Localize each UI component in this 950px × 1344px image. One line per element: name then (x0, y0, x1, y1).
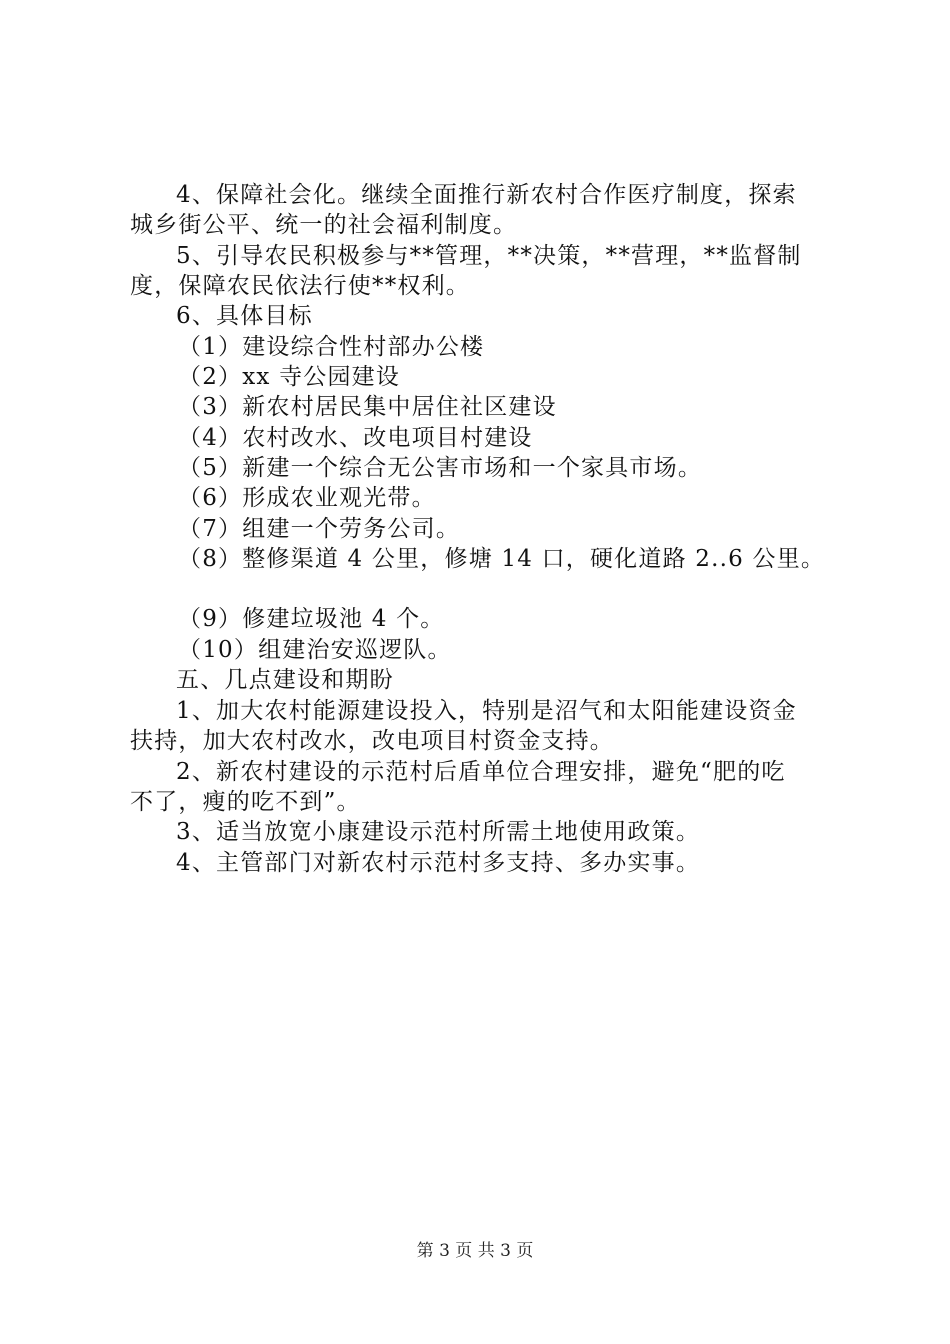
paragraph-line: 度，保障农民依法行使**权利。 (130, 273, 470, 299)
list-item: （1）建设综合性村部办公楼 (178, 334, 485, 360)
paragraph-line: 3、适当放宽小康建设示范村所需土地使用政策。 (176, 819, 701, 845)
paragraph-line: 扶持，加大农村改水，改电项目村资金支持。 (130, 728, 614, 754)
list-item: （6）形成农业观光带。 (178, 485, 436, 511)
list-item: （3）新农村居民集中居住社区建设 (178, 394, 557, 420)
section-heading: 6、具体目标 (176, 303, 313, 329)
list-item: （7）组建一个劳务公司。 (178, 516, 461, 542)
paragraph-line: 5、引导农民积极参与**管理，**决策，**营理，**监督制 (176, 243, 802, 269)
section-heading: 五、几点建设和期盼 (176, 667, 394, 693)
paragraph-line: 城乡街公平、统一的社会福利制度。 (130, 212, 518, 238)
list-item: （10）组建治安巡逻队。 (178, 637, 452, 663)
list-item: （9）修建垃圾池 4 个。 (178, 606, 445, 632)
list-item: （5）新建一个综合无公害市场和一个家具市场。 (178, 455, 703, 481)
paragraph-line: 4、保障社会化。继续全面推行新农村合作医疗制度，探索 (176, 182, 797, 208)
paragraph-line: 不了，瘦的吃不到”。 (130, 789, 361, 815)
list-item: （2）xx 寺公园建设 (178, 364, 401, 390)
paragraph-line: 4、主管部门对新农村示范村多支持、多办实事。 (176, 850, 701, 876)
page-footer: 第 3 页 共 3 页 (416, 1241, 534, 1261)
list-item: （4）农村改水、改电项目村建设 (178, 425, 533, 451)
paragraph-line: 1、加大农村能源建设投入，特别是沼气和太阳能建设资金 (176, 698, 797, 724)
list-item: （8）整修渠道 4 公里，修塘 14 口，硬化道路 2..6 公里。 (178, 546, 826, 572)
paragraph-line: 2、新农村建设的示范村后盾单位合理安排，避免“肥的吃 (176, 759, 786, 785)
